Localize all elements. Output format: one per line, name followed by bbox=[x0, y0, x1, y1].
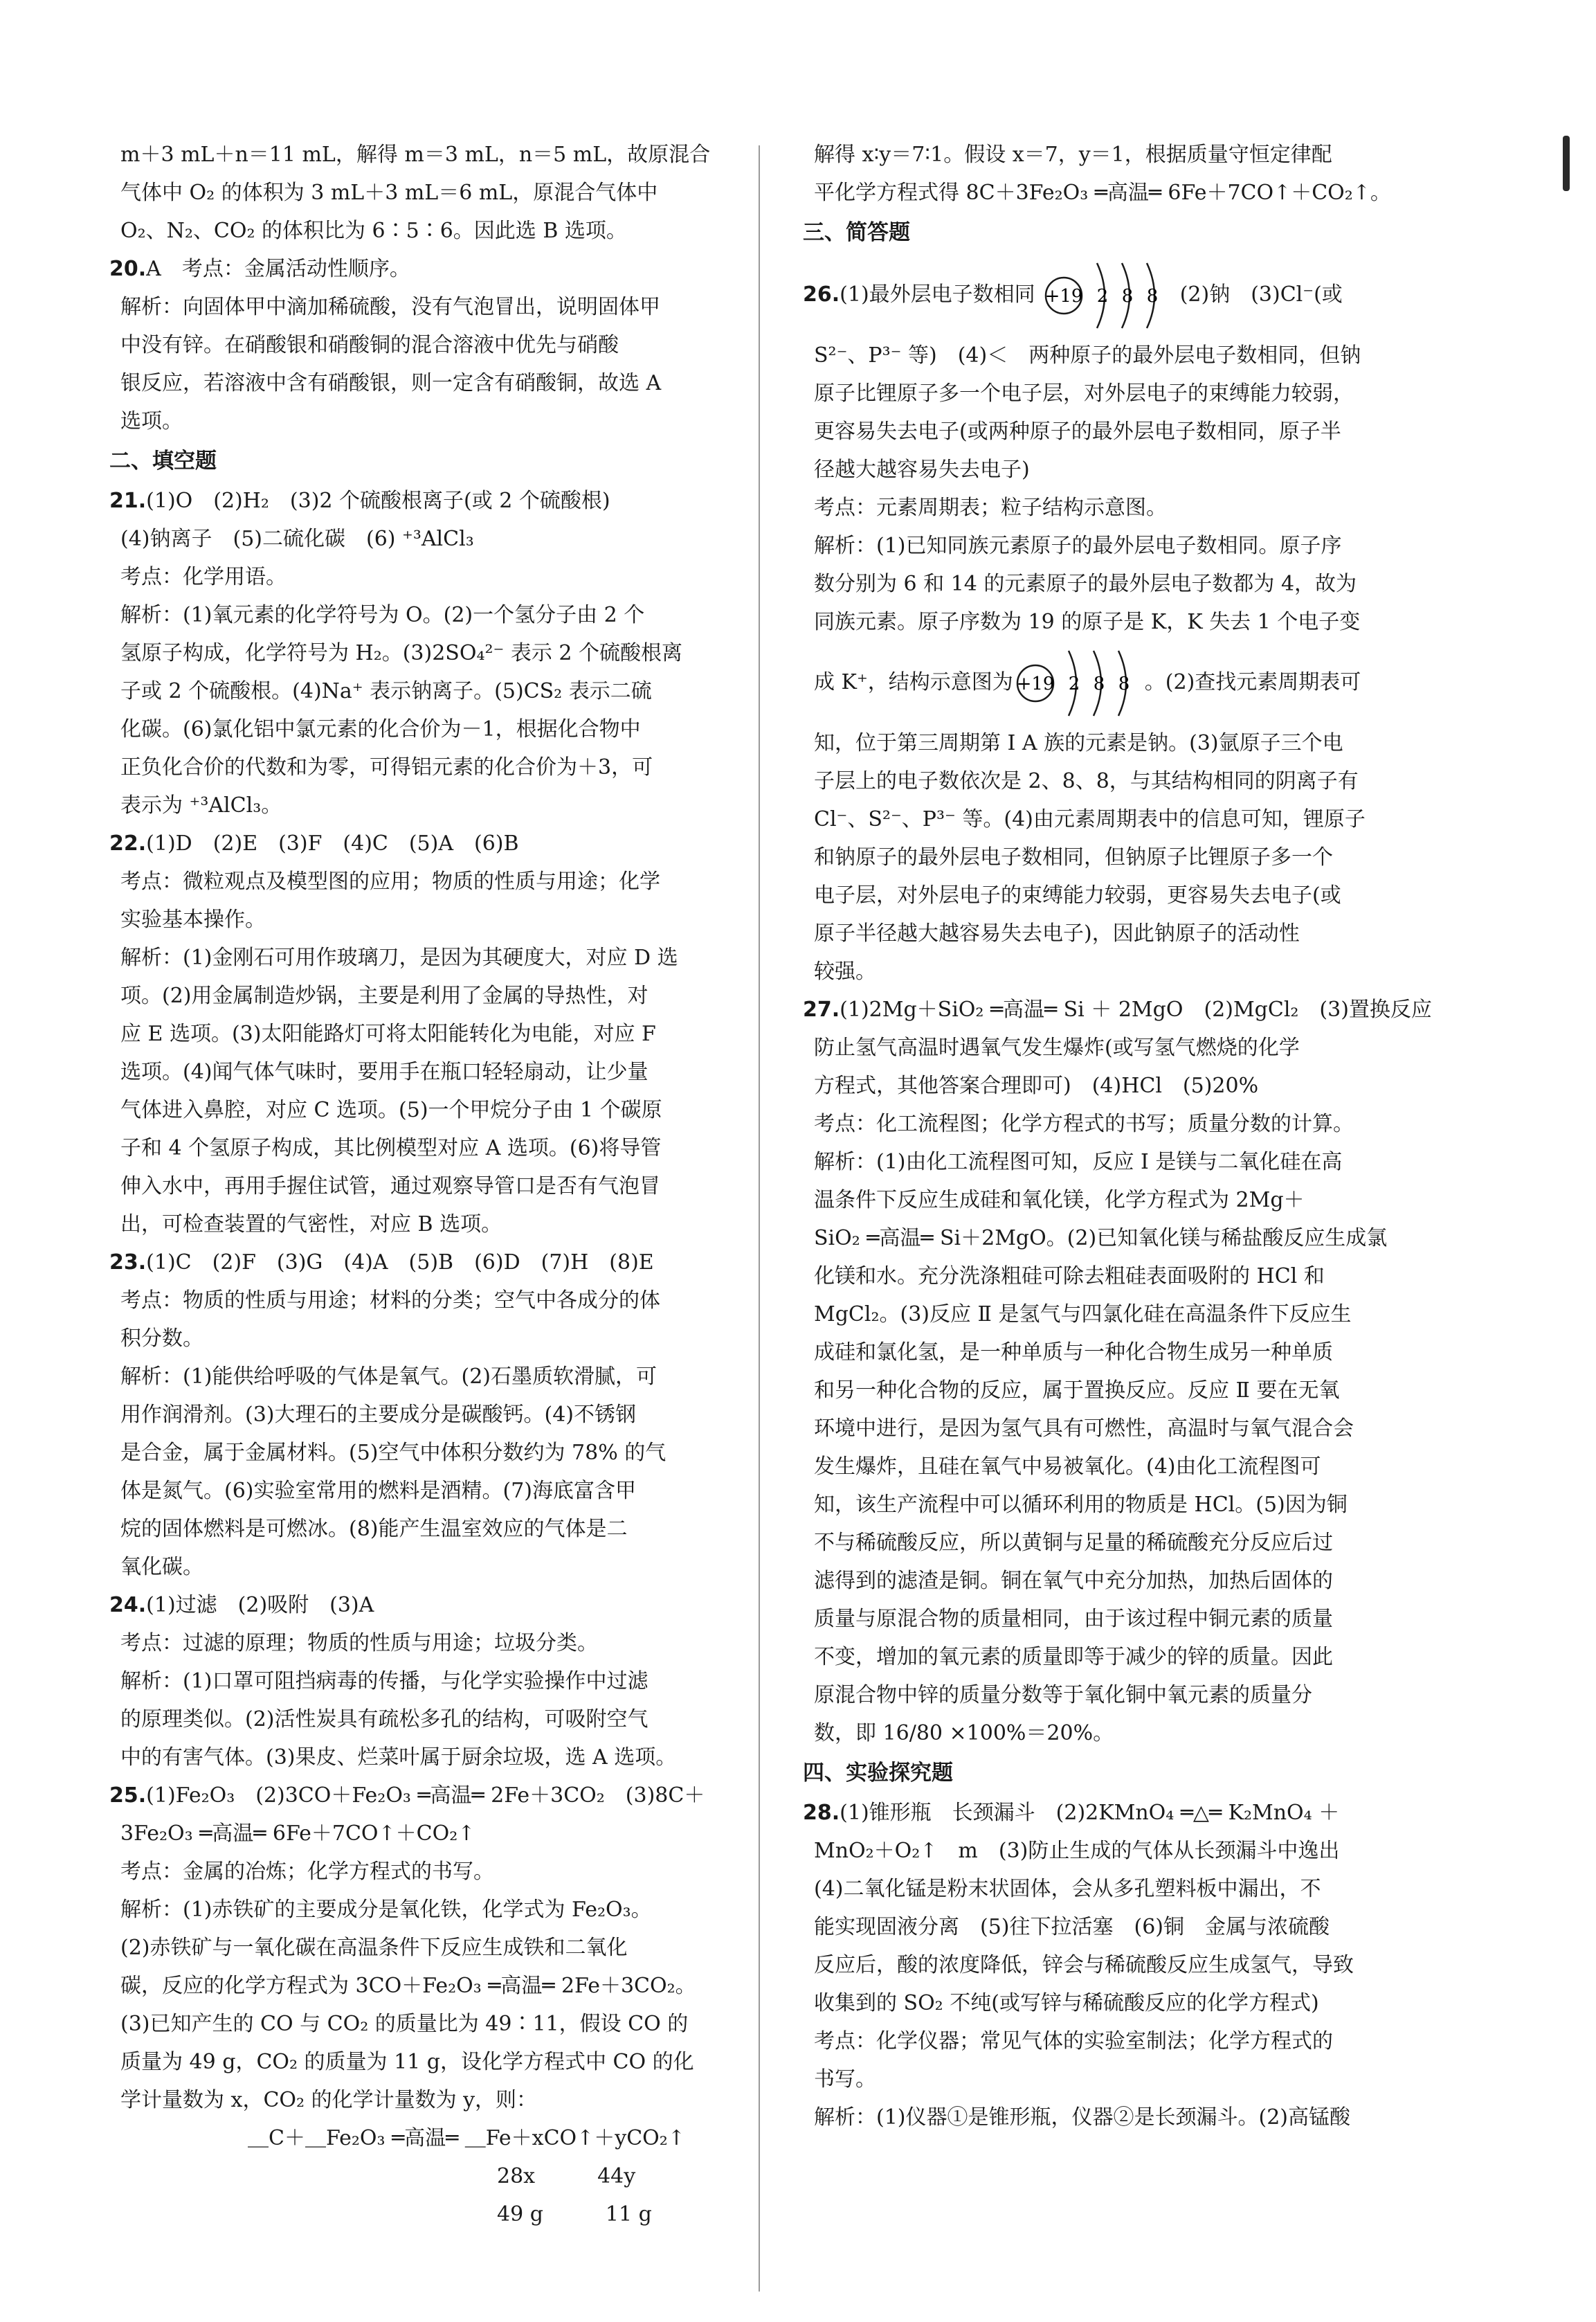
explanation-line: 选项。 bbox=[120, 409, 183, 433]
explanation-line: Cl⁻、S²⁻、P³⁻ 等。(4)由元素周期表中的信息可知，锂原子 bbox=[814, 807, 1366, 831]
question-number: 21. bbox=[109, 489, 147, 513]
explanation-line: 用作润滑剂。(3)大理石的主要成分是碳酸钙。(4)不锈钢 bbox=[120, 1403, 636, 1427]
explanation-line: 正负化合价的代数和为零，可得铝元素的化合价为＋3，可 bbox=[120, 755, 653, 780]
question-answer-line bbox=[109, 250, 767, 288]
explanation-line: 气体进入鼻腔，对应 C 选项。(5)一个甲烷分子由 1 个碳原 bbox=[120, 1098, 662, 1122]
explanation-line: 和钠原子的最外层电子数相同，但钠原子比锂原子多一个 bbox=[814, 845, 1333, 870]
explanation-line: 能实现固液分离 (5)往下拉活塞 (6)铜 金属与浓硫酸 bbox=[814, 1915, 1330, 1939]
explanation-line: 氢原子构成，化学符号为 H₂。(3)2SO₄²⁻ 表示 2 个硫酸根离 bbox=[120, 641, 683, 665]
answer-text: (1)最外层电子数相同 bbox=[840, 282, 1042, 307]
explanation-line: 发生爆炸，且硅在氧气中易被氧化。(4)由化工流程图可 bbox=[814, 1455, 1321, 1479]
shell-electron-count: 8 bbox=[1146, 286, 1159, 307]
explanation-line: 中没有锌。在硝酸银和硝酸铜的混合溶液中优先与硝酸 bbox=[120, 333, 619, 357]
answer-text: 成 K⁺，结构示意图为 bbox=[814, 670, 1013, 694]
explanation-line: 原子半径越大越容易失去电子)，因此钠原子的活动性 bbox=[814, 921, 1300, 946]
explanation-line: 氧化碳。 bbox=[120, 1555, 203, 1579]
explanation-line: 碳，反应的化学方程式为 3CO＋Fe₂O₃ ═高温═ 2Fe＋3CO₂。 bbox=[120, 1974, 696, 1998]
left-column bbox=[109, 136, 767, 2233]
nucleus-charge: +19 bbox=[1044, 286, 1083, 307]
explanation-line: MgCl₂。(3)反应 Ⅱ 是氢气与四氯化硅在高温条件下反应生 bbox=[814, 1302, 1352, 1326]
nucleus-charge: +19 bbox=[1016, 674, 1055, 694]
explanation-line: SiO₂ ═高温═ Si＋2MgO。(2)已知氧化镁与稀盐酸反应生成氯 bbox=[814, 1226, 1388, 1250]
explanation-line: 书写。 bbox=[814, 2067, 876, 2091]
explanation-line: 解析：(1)口罩可阻挡病毒的传播，与化学实验操作中过滤 bbox=[120, 1669, 649, 1693]
explanation-line: 实验基本操作。 bbox=[120, 908, 266, 932]
question-number: 25. bbox=[109, 1783, 147, 1808]
question-answer-line bbox=[803, 1794, 1460, 1832]
explanation-line: 银反应，若溶液中含有硝酸银，则一定含有硝酸铜，故选 A bbox=[120, 371, 662, 395]
explanation-line: S²⁻、P³⁻ 等) (4)＜ 两种原子的最外层电子数相同，但钠 bbox=[814, 343, 1361, 368]
explanation-line: 解析：(1)赤铁矿的主要成分是氧化铁，化学式为 Fe₂O₃。 bbox=[120, 1898, 652, 1922]
explanation-line: 数，即 16/80 ×100%＝20%。 bbox=[814, 1721, 1114, 1745]
shell-electron-count: 8 bbox=[1118, 674, 1130, 694]
explanation-line: 考点：物质的性质与用途；材料的分类；空气中各成分的体 bbox=[120, 1288, 660, 1313]
question-answer-line bbox=[803, 253, 1460, 336]
explanation-line: 3Fe₂O₃ ═高温═ 6Fe＋7CO↑＋CO₂↑ bbox=[120, 1821, 475, 1846]
explanation-line: 成硅和氯化氢，是一种单质与一种化合物生成另一种单质 bbox=[814, 1340, 1333, 1365]
explanation-line: 考点：元素周期表；粒子结构示意图。 bbox=[814, 496, 1167, 520]
explanation-line: 方程式，其他答案合理即可) (4)HCl (5)20% bbox=[814, 1074, 1259, 1098]
explanation-line: 环境中进行，是因为氢气具有可燃性，高温时与氧气混合会 bbox=[814, 1416, 1354, 1441]
right-column bbox=[803, 136, 1460, 2136]
explanation-line: 质量为 49 g，CO₂ 的质量为 11 g，设化学方程式中 CO 的化 bbox=[120, 2050, 694, 2074]
shell-electron-count: 2 bbox=[1096, 286, 1109, 307]
answer-text: (1)2Mg＋SiO₂ ═高温═ Si ＋ 2MgO (2)MgCl₂ (3)置换反应 bbox=[840, 998, 1432, 1022]
explanation-line: 温条件下反应生成硅和氧化镁，化学方程式为 2Mg＋ bbox=[814, 1188, 1305, 1212]
explanation-line: 项。(2)用金属制造炒锅，主要是利用了金属的导热性，对 bbox=[120, 984, 649, 1008]
shell-electron-count: 2 bbox=[1068, 674, 1080, 694]
explanation-line: 不与稀硫酸反应，所以黄铜与足量的稀硫酸充分反应后过 bbox=[814, 1531, 1333, 1555]
explanation-line: 是合金，属于金属材料。(5)空气中体积分数约为 78% 的气 bbox=[120, 1441, 666, 1465]
section-heading: 二、填空题 bbox=[109, 449, 217, 474]
question-number: 27. bbox=[803, 998, 840, 1022]
explanation-line: 的原理类似。(2)活性炭具有疏松多孔的结构，可吸附空气 bbox=[120, 1707, 649, 1731]
answer-text: (1)过滤 (2)吸附 (3)A bbox=[146, 1593, 374, 1617]
explanation-line: 考点：金属的冶炼；化学方程式的书写。 bbox=[120, 1860, 494, 1884]
explanation-line: 解析：(1)仪器①是锥形瓶，仪器②是长颈漏斗。(2)高锰酸 bbox=[814, 2105, 1350, 2130]
explanation-line: MnO₂＋O₂↑ m (3)防止生成的气体从长颈漏斗中逸出 bbox=[814, 1839, 1340, 1863]
explanation-line: 子或 2 个硫酸根。(4)Na⁺ 表示钠离子。(5)CS₂ 表示二硫 bbox=[120, 679, 652, 703]
explanation-line: 积分数。 bbox=[120, 1326, 203, 1351]
explanation-line: 原子比锂原子多一个电子层，对外层电子的束缚能力较弱， bbox=[814, 381, 1354, 406]
page-edge-mark bbox=[1563, 136, 1570, 191]
explanation-line: 防止氢气高温时遇氧气发生爆炸(或写氢气燃烧的化学 bbox=[814, 1036, 1300, 1060]
shell-electron-count: 8 bbox=[1121, 286, 1134, 307]
explanation-line: 解析：(1)由化工流程图可知，反应 Ⅰ 是镁与二氧化硅在高 bbox=[814, 1150, 1343, 1174]
explanation-line: 考点：化工流程图；化学方程式的书写；质量分数的计算。 bbox=[814, 1112, 1354, 1136]
section-heading: 三、简答题 bbox=[803, 220, 910, 245]
explanation-line: 化碳。(6)氯化铝中氯元素的化合价为－1，根据化合物中 bbox=[120, 717, 641, 741]
explanation-line: 反应后，酸的浓度降低，锌会与稀硫酸反应生成氢气，导致 bbox=[814, 1953, 1354, 1977]
explanation-line: 体是氮气。(6)实验室常用的燃料是酒精。(7)海底富含甲 bbox=[120, 1479, 636, 1503]
explanation-line: (4)二氧化锰是粉末状固体，会从多孔塑料板中漏出，不 bbox=[814, 1877, 1321, 1901]
explanation-line: 气体中 O₂ 的体积为 3 mL＋3 mL＝6 mL，原混合气体中 bbox=[120, 181, 658, 205]
explanation-line: 收集到的 SO₂ 不纯(或写锌与稀硫酸反应的化学方程式) bbox=[814, 1991, 1319, 2015]
explanation-line: 解析：向固体甲中滴加稀硫酸，没有气泡冒出，说明固体甲 bbox=[120, 295, 660, 319]
explanation-line: 子层上的电子数依次是 2、8、8，与其结构相同的阴离子有 bbox=[814, 769, 1359, 793]
explanation-line: 平化学方程式得 8C＋3Fe₂O₃ ═高温═ 6Fe＋7CO↑＋CO₂↑。 bbox=[814, 181, 1391, 205]
equation-line: ＿C＋＿Fe₂O₃ ═高温═ ＿Fe＋xCO↑＋yCO₂↑ bbox=[248, 2126, 685, 2150]
answer-text: (1)D (2)E (3)F (4)C (5)A (6)B bbox=[146, 831, 519, 856]
question-number: 20. bbox=[109, 257, 147, 281]
explanation-line: (4)钠离子 (5)二硫化碳 (6) ⁺³AlCl₃ bbox=[120, 527, 474, 551]
explanation-line: 考点：化学用语。 bbox=[120, 565, 287, 589]
explanation-line: 子和 4 个氢原子构成，其比例模型对应 A 选项。(6)将导管 bbox=[120, 1136, 662, 1160]
question-answer-line bbox=[109, 1243, 767, 1281]
explanation-line: 考点：过滤的原理；物质的性质与用途；垃圾分类。 bbox=[120, 1631, 598, 1655]
question-answer-line bbox=[109, 1586, 767, 1624]
explanation-line: (3)已知产生的 CO 与 CO₂ 的质量比为 49∶11，假设 CO 的 bbox=[120, 2012, 689, 2036]
explanation-line: 考点：化学仪器；常见气体的实验室制法；化学方程式的 bbox=[814, 2029, 1333, 2053]
answer-text: 。(2)查找元素周期表可 bbox=[1144, 670, 1361, 694]
explanation-line: 解析：(1)能供给呼吸的气体是氧气。(2)石墨质软滑腻，可 bbox=[120, 1365, 657, 1389]
question-number: 26. bbox=[803, 282, 840, 307]
explanation-line: 原混合物中锌的质量分数等于氧化铜中氧元素的质量分 bbox=[814, 1683, 1312, 1707]
question-answer-line bbox=[803, 991, 1460, 1029]
explanation-line: 质量与原混合物的质量相同，由于该过程中铜元素的质量 bbox=[814, 1607, 1333, 1631]
question-answer-line bbox=[109, 825, 767, 863]
explanation-line: 知，该生产流程中可以循环利用的物质是 HCl。(5)因为铜 bbox=[814, 1493, 1348, 1517]
explanation-line: 不变，增加的氧元素的质量即等于减少的锌的质量。因此 bbox=[814, 1645, 1333, 1669]
explanation-line: 较强。 bbox=[814, 960, 876, 984]
answer-text: (1)C (2)F (3)G (4)A (5)B (6)D (7)H (8)E bbox=[146, 1250, 654, 1275]
explanation-line: 烷的固体燃料是可燃冰。(8)能产生温室效应的气体是二 bbox=[120, 1517, 628, 1541]
explanation-line: 伸入水中，再用手握住试管，通过观察导管口是否有气泡冒 bbox=[120, 1174, 660, 1198]
question-number: 24. bbox=[109, 1593, 147, 1617]
explanation-line: O₂、N₂、CO₂ 的体积比为 6∶5∶6。因此选 B 选项。 bbox=[120, 219, 627, 243]
explanation-line: m＋3 mL＋n＝11 mL，解得 m＝3 mL，n＝5 mL，故原混合 bbox=[120, 143, 711, 167]
question-answer-line bbox=[109, 1776, 767, 1815]
explanation-line: 解析：(1)已知同族元素原子的最外层电子数相同。原子序 bbox=[814, 534, 1342, 558]
explanation-line: 出，可检查装置的气密性，对应 B 选项。 bbox=[120, 1212, 502, 1236]
answer-text: (1)O (2)H₂ (3)2 个硫酸根离子(或 2 个硫酸根) bbox=[146, 489, 610, 513]
shell-electron-count: 8 bbox=[1093, 674, 1105, 694]
question-answer-line bbox=[109, 482, 767, 520]
explanation-line: 滤得到的滤渣是铜。铜在氧气中充分加热，加热后固体的 bbox=[814, 1569, 1333, 1593]
explanation-line: 同族元素。原子序数为 19 的原子是 K，K 失去 1 个电子变 bbox=[814, 610, 1361, 634]
atom-structure-diagram bbox=[1042, 258, 1173, 334]
explanation-line: 化镁和水。充分洗涤粗硅可除去粗硅表面吸附的 HCl 和 bbox=[814, 1264, 1325, 1288]
equation-mass-line: 28x 44y bbox=[497, 2164, 636, 2188]
explanation-line: 电子层，对外层电子的束缚能力较弱，更容易失去电子(或 bbox=[814, 883, 1341, 908]
atom-structure-diagram bbox=[1013, 645, 1145, 721]
answer-text: (1)Fe₂O₃ (2)3CO＋Fe₂O₃ ═高温═ 2Fe＋3CO₂ (3)8C＋ bbox=[146, 1783, 705, 1808]
explanation-line: 径越大越容易失去电子) bbox=[814, 458, 1030, 482]
explanation-line bbox=[803, 641, 1460, 724]
explanation-line: 数分别为 6 和 14 的元素原子的最外层电子数都为 4，故为 bbox=[814, 572, 1357, 596]
answer-text: (2)钠 (3)Cl⁻(或 bbox=[1173, 282, 1343, 307]
explanation-line: 更容易失去电子(或两种原子的最外层电子数相同，原子半 bbox=[814, 420, 1341, 444]
question-number: 28. bbox=[803, 1801, 840, 1825]
explanation-line: (2)赤铁矿与一氧化碳在高温条件下反应生成铁和二氧化 bbox=[120, 1936, 628, 1960]
explanation-line: 应 E 选项。(3)太阳能路灯可将太阳能转化为电能，对应 F bbox=[120, 1022, 656, 1046]
explanation-line: 知，位于第三周期第 Ⅰ A 族的元素是钠。(3)氩原子三个电 bbox=[814, 731, 1343, 755]
explanation-line: 选项。(4)闻气体气味时，要用手在瓶口轻轻扇动，让少量 bbox=[120, 1060, 649, 1084]
explanation-line: 学计量数为 x，CO₂ 的化学计量数为 y，则： bbox=[120, 2088, 538, 2112]
question-number: 22. bbox=[109, 831, 147, 856]
section-heading: 四、实验探究题 bbox=[803, 1761, 953, 1785]
explanation-line: 考点：微粒观点及模型图的应用；物质的性质与用途；化学 bbox=[120, 870, 660, 894]
explanation-line: 表示为 ⁺³AlCl₃。 bbox=[120, 793, 282, 818]
explanation-line: 解析：(1)金刚石可用作玻璃刀，是因为其硬度大，对应 D 选 bbox=[120, 946, 678, 970]
equation-mass-line: 49 g 11 g bbox=[497, 2202, 652, 2226]
question-number: 23. bbox=[109, 1250, 147, 1275]
explanation-line: 和另一种化合物的反应，属于置换反应。反应 Ⅱ 要在无氧 bbox=[814, 1378, 1340, 1403]
explanation-line: 解析：(1)氧元素的化学符号为 O。(2)一个氢分子由 2 个 bbox=[120, 603, 645, 627]
explanation-line: 解得 x∶y＝7∶1。假设 x＝7，y＝1，根据质量守恒定律配 bbox=[814, 143, 1332, 167]
answer-text: A 考点：金属活动性顺序。 bbox=[146, 257, 410, 281]
answer-text: (1)锥形瓶 长颈漏斗 (2)2KMnO₄ ═△═ K₂MnO₄ ＋ bbox=[840, 1801, 1340, 1825]
explanation-line: 中的有害气体。(3)果皮、烂菜叶属于厨余垃圾，选 A 选项。 bbox=[120, 1745, 677, 1770]
